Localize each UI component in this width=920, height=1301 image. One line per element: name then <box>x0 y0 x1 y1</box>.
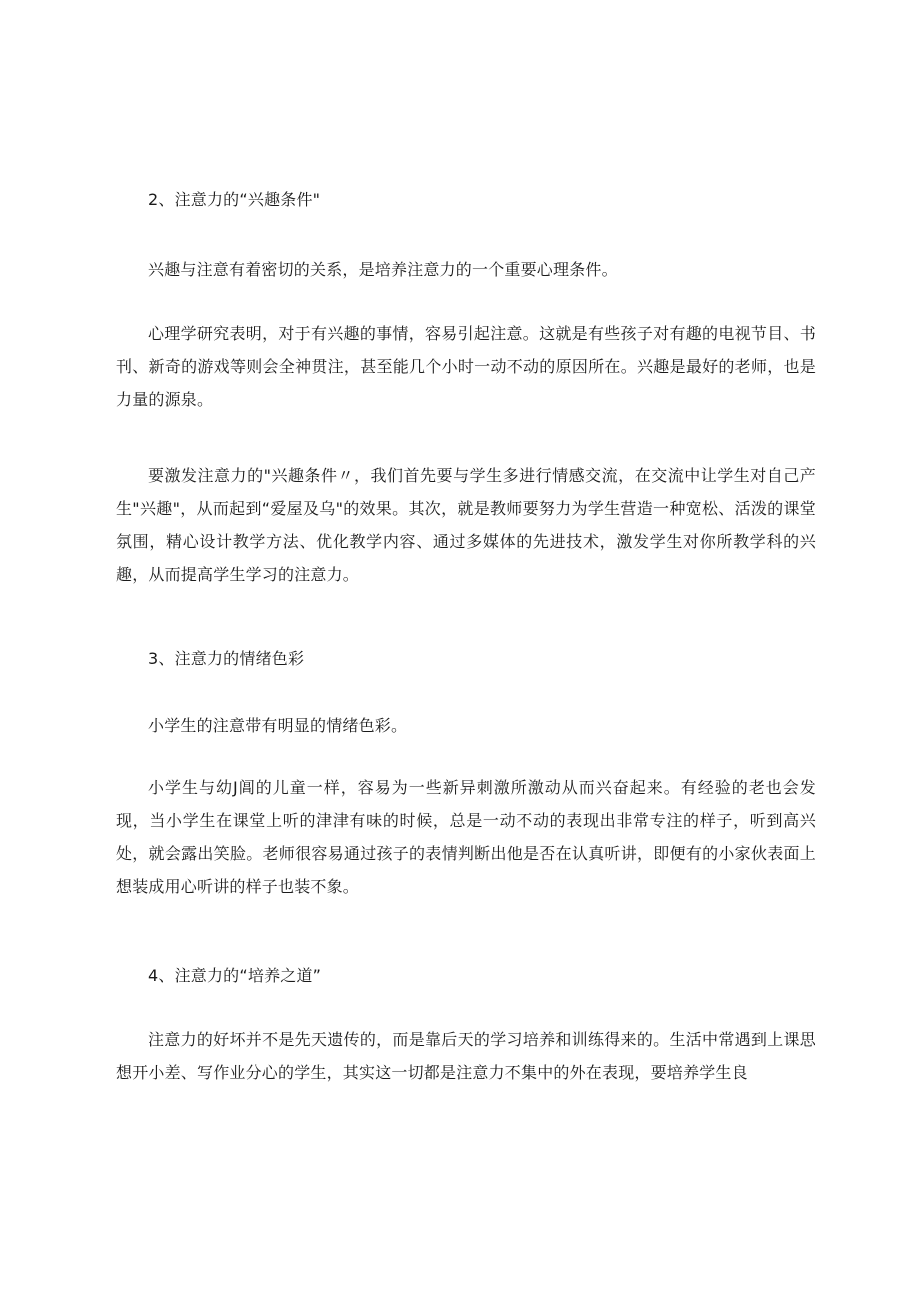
section-heading-cultivation: 4、注意力的“培养之道” <box>148 966 322 985</box>
paragraph-stimulate-interest: 要激发注意力的"兴趣条件〃，我们首先要与学生多进行情感交流，在交流中让学生对自己产生"兴趣"，从而起到“爱屋及乌"的效果。其次，就是教师要努力为学生营造一种宽松、活泼的课堂氛围，精心设计教学方法、优化教学内容、通过多媒体的先进技术，激发学生对你所教学科的兴趣，从而提高学生学习的注意力。 <box>116 466 816 584</box>
paragraph-emotional-attention: 小学生的注意带有明显的情绪色彩。 <box>148 716 408 735</box>
section-heading-emotional-color: 3、注意力的情绪色彩 <box>148 649 305 668</box>
section-heading-interest-condition: 2、注意力的“兴趣条件" <box>148 190 321 209</box>
paragraph-interest-relation: 兴趣与注意有着密切的关系，是培养注意力的一个重要心理条件。 <box>148 260 618 279</box>
paragraph-children-stimuli: 小学生与幼J阊的儿童一样，容易为一些新异刺激所激动从而兴奋起来。有经验的老也会发现，当小学生在课堂上听的津津有味的时候，总是一动不动的表现出非常专注的样子，听到高兴处，就会露出笑脸。老师很容易通过孩子的表情判断出他是否在认真听讲，即便有的小家伙表面上想装成用心听讲的样子也装不象。 <box>116 778 816 896</box>
paragraph-attention-training: 注意力的好坏并不是先天遗传的，而是靠后天的学习培养和训练得来的。生活中常遇到上课思想开小差、写作业分心的学生，其实这一切都是注意力不集中的外在表现，要培养学生良 <box>116 1030 816 1082</box>
paragraph-psychology-research: 心理学研究表明，对于有兴趣的事情，容易引起注意。这就是有些孩子对有趣的电视节目、书刊、新奇的游戏等则会全神贯注，甚至能几个小时一动不动的原因所在。兴趣是最好的老师，也是力量的源泉。 <box>116 324 816 409</box>
